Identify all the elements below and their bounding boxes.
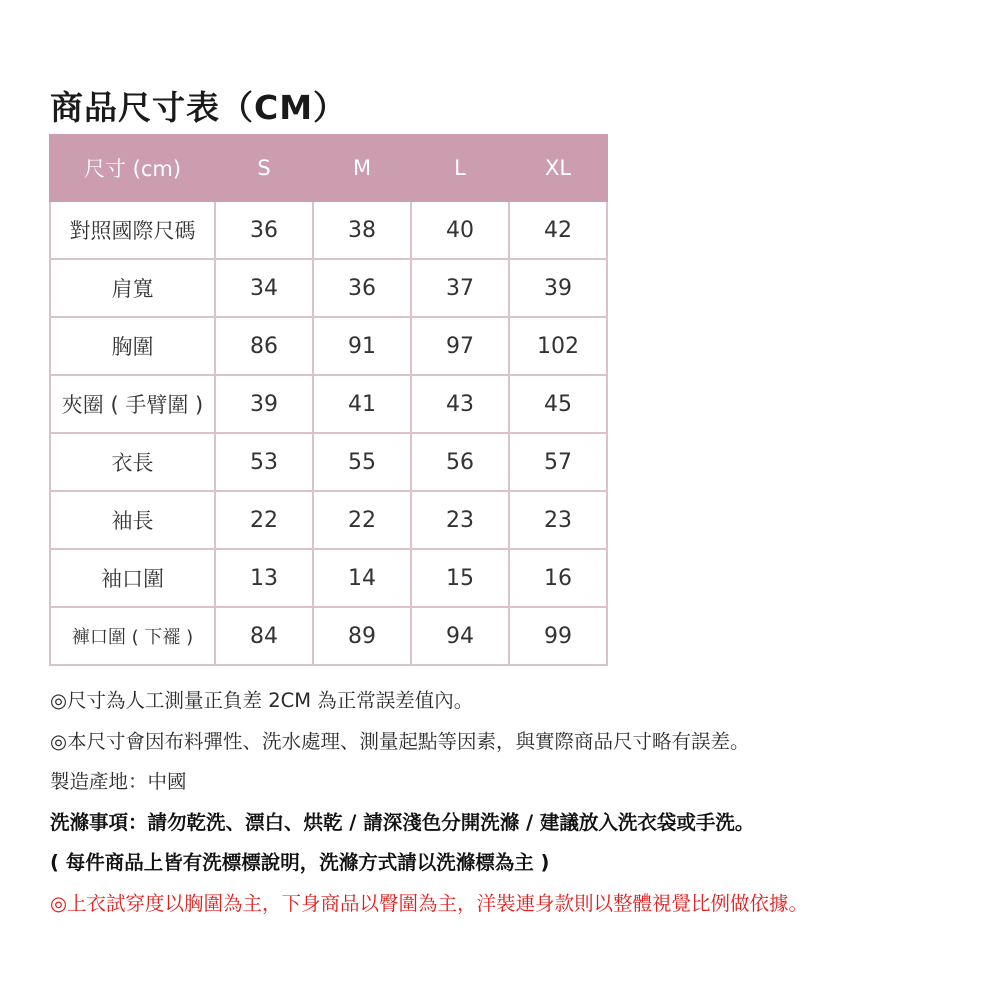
table-cell: 38	[313, 201, 411, 259]
table-cell: 23	[411, 491, 509, 549]
table-cell: 41	[313, 375, 411, 433]
header-size-label: 尺寸 (cm)	[50, 135, 215, 201]
table-row	[50, 549, 607, 607]
table-row	[50, 607, 607, 665]
wash-label-note: ( 每件商品上皆有洗標標說明，洗滌方式請以洗滌標為主 )	[50, 851, 550, 874]
table-cell: 97	[411, 317, 509, 375]
table-cell: 42	[509, 201, 607, 259]
table-cell: 39	[215, 375, 313, 433]
washing-instructions: 洗滌事項：請勿乾洗、漂白、烘乾 / 請深淺色分開洗滌 / 建議放入洗衣袋或手洗。	[50, 810, 755, 834]
table-cell: 15	[411, 549, 509, 607]
table-cell: 39	[509, 259, 607, 317]
header-size-xl: XL	[509, 135, 607, 201]
size-table	[49, 134, 608, 666]
table-cell: 53	[215, 433, 313, 491]
header-size-s: S	[215, 135, 313, 201]
table-cell: 36	[313, 259, 411, 317]
row-label: 肩寬	[50, 259, 215, 317]
table-cell: 13	[215, 549, 313, 607]
notes-block	[50, 681, 808, 924]
table-cell: 14	[313, 549, 411, 607]
row-label: 胸圍	[50, 317, 215, 375]
table-cell: 84	[215, 607, 313, 665]
table-header-row	[50, 135, 607, 201]
table-cell: 22	[313, 491, 411, 549]
header-size-l: L	[411, 135, 509, 201]
table-row	[50, 433, 607, 491]
table-row	[50, 201, 607, 259]
row-label: 袖長	[50, 491, 215, 549]
table-row	[50, 375, 607, 433]
table-cell: 89	[313, 607, 411, 665]
table-cell: 22	[215, 491, 313, 549]
table-cell: 91	[313, 317, 411, 375]
table-cell: 57	[509, 433, 607, 491]
header-size-m: M	[313, 135, 411, 201]
page-title: 商品尺寸表（CM）	[50, 88, 348, 127]
table-cell: 43	[411, 375, 509, 433]
table-cell: 37	[411, 259, 509, 317]
table-cell: 34	[215, 259, 313, 317]
table-cell: 36	[215, 201, 313, 259]
table-cell: 45	[509, 375, 607, 433]
table-cell: 40	[411, 201, 509, 259]
measurement-tolerance-note: ◎尺寸為人工測量正負差 2CM 為正常誤差值內。	[50, 689, 474, 712]
table-cell: 23	[509, 491, 607, 549]
fitting-guide-note: ◎上衣試穿度以胸圍為主，下身商品以臀圍為主，洋裝連身款則以整體視覺比例做依據。	[50, 891, 809, 915]
table-row	[50, 317, 607, 375]
row-label: 對照國際尺碼	[50, 201, 215, 259]
row-label: 衣長	[50, 433, 215, 491]
table-cell: 102	[509, 317, 607, 375]
fabric-variance-note: ◎本尺寸會因布料彈性、洗水處理、測量起點等因素，與實際商品尺寸略有誤差。	[50, 729, 750, 753]
table-cell: 94	[411, 607, 509, 665]
table-cell: 55	[313, 433, 411, 491]
table-cell: 16	[509, 549, 607, 607]
row-label: 夾圈 ( 手臂圍 )	[50, 375, 215, 433]
row-label: 袖口圍	[50, 549, 215, 607]
table-cell: 86	[215, 317, 313, 375]
row-label: 褲口圍 ( 下襬 )	[50, 607, 215, 665]
table-cell: 56	[411, 433, 509, 491]
country-of-origin: 製造產地：中國	[50, 770, 187, 793]
table-cell: 99	[509, 607, 607, 665]
table-row	[50, 259, 607, 317]
table-row	[50, 491, 607, 549]
